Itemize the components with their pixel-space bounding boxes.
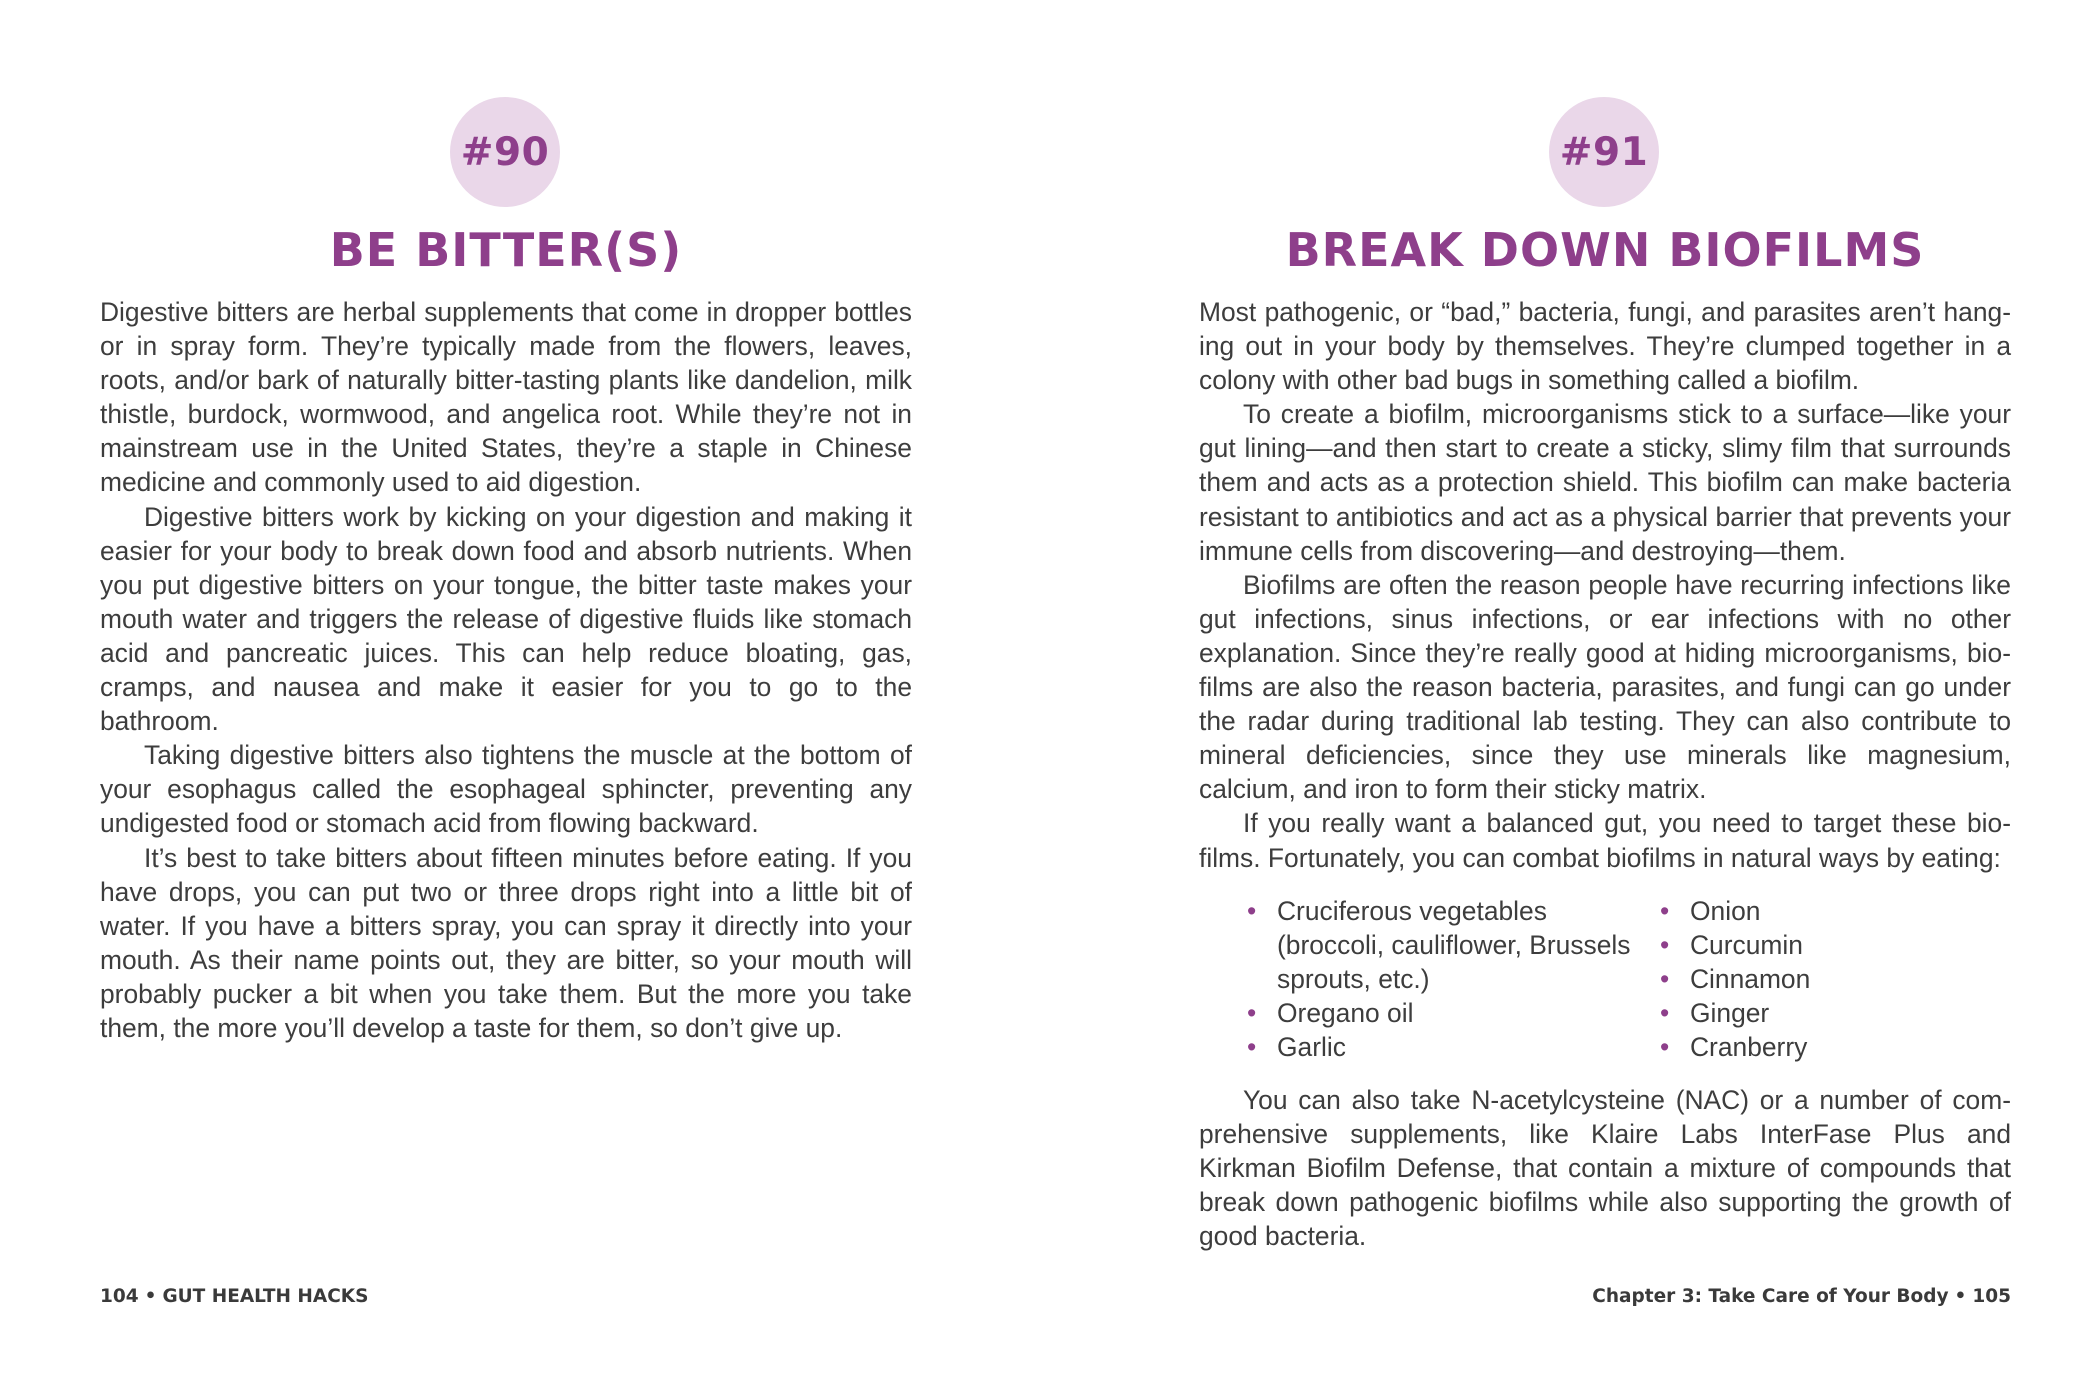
list-item: • Oregano oil: [1247, 996, 1660, 1030]
bullet-icon: •: [1660, 929, 1670, 960]
paragraph: Digestive bitters work by kicking on your digestion and making it easier for your body to break down food and absorb nutrients. When you put digestive bitters on your tongue, the bitter taste makes your mouth water and triggers the release of digestive fluids like stomach acid and pancreatic juices. This can help reduce bloating, gas, cramps, and nausea and make it easier for you to go to the bathroom.: [100, 501, 912, 737]
page-footer: [100, 1286, 368, 1307]
paragraph: You can also take N-acetylcysteine (NAC) or a number of comprehensive supplements, like Klaire Labs InterFase Plus and Kirkman Biofilm Defense, that contain a mixture of compounds that break down pathogenic biofilms while also supporting the growth of good bacteria.: [1199, 1085, 2011, 1252]
page-footer: [1592, 1286, 2011, 1307]
paragraph: Digestive bitters are herbal supplements that come in dropper bottles or in spray form. They’re typically made from the flowers, leaves, roots, and/or bark of naturally bitter-tasting plants like dandelion, milk thistle, burdock, wormwood, and angelica root. While they’re not in mainstream use in the United States, they’re a staple in Chinese medicine and commonly used to aid digestion.: [100, 297, 912, 498]
page-number: 104: [100, 1286, 139, 1307]
list-item: • Cruciferous vegetables (broccoli, cauliflower, Brussels sprouts, etc.): [1247, 895, 1631, 994]
bullet-icon: •: [1660, 963, 1670, 994]
paragraph: If you really want a balanced gut, you need to target these biofilms. Fortunately, you can combat biofilms in natural ways by eating:: [1199, 808, 2011, 873]
food-list: [1247, 894, 2011, 1064]
list-item: • Cinnamon: [1660, 962, 1810, 996]
list-item: • Garlic: [1247, 1030, 1660, 1064]
list-item: • Ginger: [1660, 996, 1810, 1030]
food-list-column-2: [1660, 894, 1810, 1064]
bullet-icon: •: [1660, 1031, 1670, 1062]
bullet-icon: •: [1247, 1031, 1257, 1062]
paragraph: To create a biofilm, microorganisms stick to a surface—like your gut lining—and then start to create a sticky, slimy film that surrounds them and acts as a protection shield. This biofilm can make bacteria resistant to antibiotics and act as a physical barrier that prevents your immune cells from discovering—and destroying—them.: [1199, 399, 2011, 566]
bullet-icon: •: [1660, 895, 1670, 926]
paragraph: Taking digestive bitters also tightens the muscle at the bottom of your esophagus called the esophageal sphincter, preventing any undigested food or stomach acid from flowing backward.: [100, 740, 912, 839]
bullet-icon: •: [1247, 895, 1257, 926]
tip-number-badge: [1549, 97, 1659, 207]
section-title: BREAK DOWN BIOFILMS: [1285, 223, 1925, 277]
bullet-icon: •: [1660, 997, 1670, 1028]
paragraph: It’s best to take bitters about fifteen minutes before eating. If you have drops, you can put two or three drops right into a little bit of water. If you have a bitters spray, you can spray it directly into your mouth. As their name points out, they are bitter, so your mouth will probably pucker a bit when you take them. But the more you take them, the more you’ll develop a taste for them, so don’t give up.: [100, 842, 912, 1043]
list-item: • Onion: [1660, 894, 1810, 928]
tip-number-badge: [450, 97, 560, 207]
chapter-title: Chapter 3: Take Care of Your Body: [1592, 1286, 1949, 1307]
body-text: [1199, 295, 2011, 1254]
paragraph: Most pathogenic, or “bad,” bacteria, fungi, and parasites aren’t hanging out in your body by themselves. They’re clumped together in a colony with other bad bugs in something called a biofilm.: [1199, 297, 2011, 396]
bullet-icon: •: [1247, 997, 1257, 1028]
list-item: • Curcumin: [1660, 928, 1810, 962]
tip-number: #91: [1559, 129, 1649, 175]
page-number: 105: [1972, 1286, 2011, 1307]
paragraph: Biofilms are often the reason people have recurring infections like gut infections, sinus infections, or ear infections with no other explanation. Since they’re really good at hiding microorganisms, biofilms are also the reason bacteria, parasites, and fungi can go under the radar during traditional lab testing. They can also contribute to mineral deficiencies, since they use minerals like magnesium, calcium, and iron to form their sticky matrix.: [1199, 569, 2011, 805]
body-text: [100, 295, 912, 1045]
book-title: GUT HEALTH HACKS: [162, 1286, 369, 1307]
tip-number: #90: [460, 129, 550, 175]
footer-separator: •: [144, 1286, 157, 1307]
list-item: • Cranberry: [1660, 1030, 1810, 1064]
section-title: BE BITTER(S): [329, 223, 683, 277]
footer-separator: •: [1954, 1286, 1967, 1307]
food-list-column-1: [1247, 894, 1660, 1064]
